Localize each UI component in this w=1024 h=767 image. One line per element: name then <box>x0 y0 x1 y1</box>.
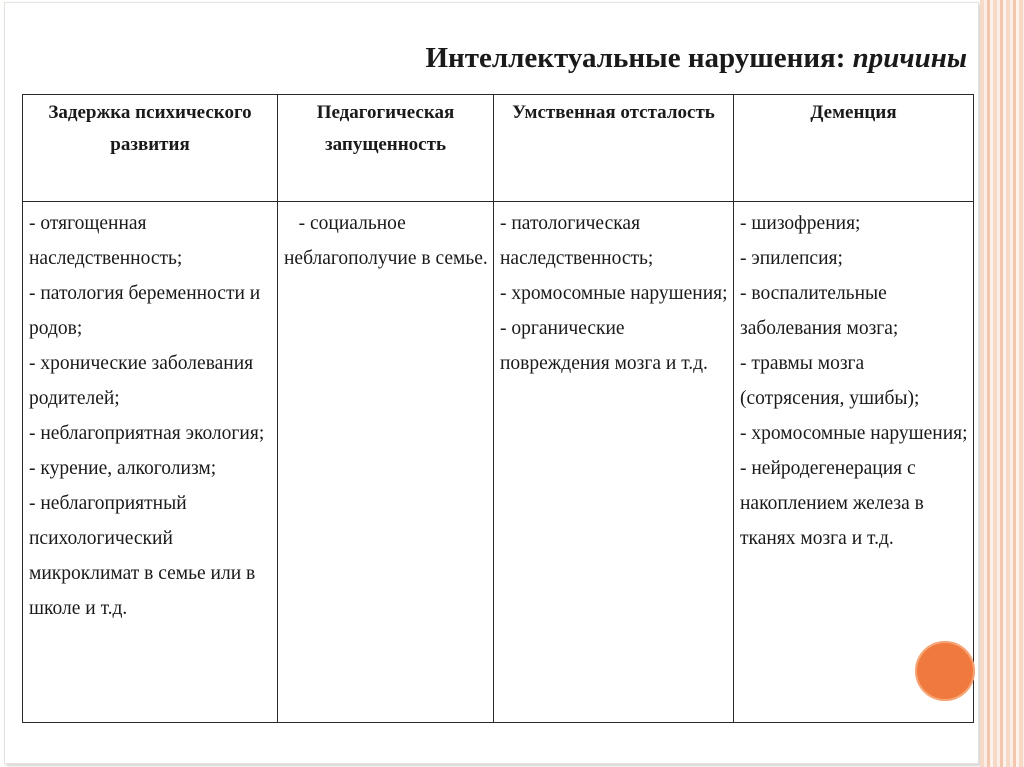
cause-item: - неблагоприятная экология; <box>29 423 265 444</box>
causes-cell-zpr <box>23 202 278 723</box>
causes-row <box>23 202 974 723</box>
decorative-stripes <box>980 0 1024 767</box>
header-cell-zpr: Задержка психического развития <box>23 95 278 202</box>
causes-table <box>22 94 974 723</box>
cause-item: - хромосомные нарушения; <box>500 283 728 304</box>
header-cell-pedagogical-neglect: Педагогическая запущенность <box>278 95 494 202</box>
cause-item: - эпилепсия; <box>740 248 843 269</box>
cause-item: - нейродегенерация с накоплением железа в тканях мозга и т.д. <box>740 458 929 549</box>
cause-item: - патология беременности и родов; <box>29 283 266 339</box>
causes-cell-intellectual-disability <box>494 202 734 723</box>
cause-item: - отягощенная наследственность; <box>29 213 183 269</box>
cause-item: - патологическая наследственность; <box>500 213 654 269</box>
header-cell-intellectual-disability: Умственная отсталость <box>494 95 734 202</box>
causes-cell-pedagogical-neglect <box>278 202 494 723</box>
cause-item: - травмы мозга (сотрясения, ушибы); <box>740 353 920 409</box>
slide-title-main: Интеллектуальные нарушения: <box>425 42 853 74</box>
header-cell-dementia: Деменция <box>734 95 974 202</box>
slide-title-emphasis: причины <box>852 42 967 74</box>
cause-item: - органические повреждения мозга и т.д. <box>500 318 708 374</box>
slide-title <box>426 42 968 75</box>
cause-item: - хромосомные нарушения; <box>740 423 968 444</box>
cause-item: - курение, алкоголизм; <box>29 458 217 479</box>
orange-circle-decoration <box>915 641 975 701</box>
cause-item: - хронические заболевания родителей; <box>29 353 259 409</box>
header-row <box>23 95 974 202</box>
cause-item: - шизофрения; <box>740 213 861 234</box>
cause-item: - социальное неблагополучие в семье. <box>284 213 488 269</box>
cause-item: - неблагоприятный психологический микроклимат в семье или в школе и т.д. <box>29 493 261 619</box>
cause-item: - воспалительные заболевания мозга; <box>740 283 899 339</box>
